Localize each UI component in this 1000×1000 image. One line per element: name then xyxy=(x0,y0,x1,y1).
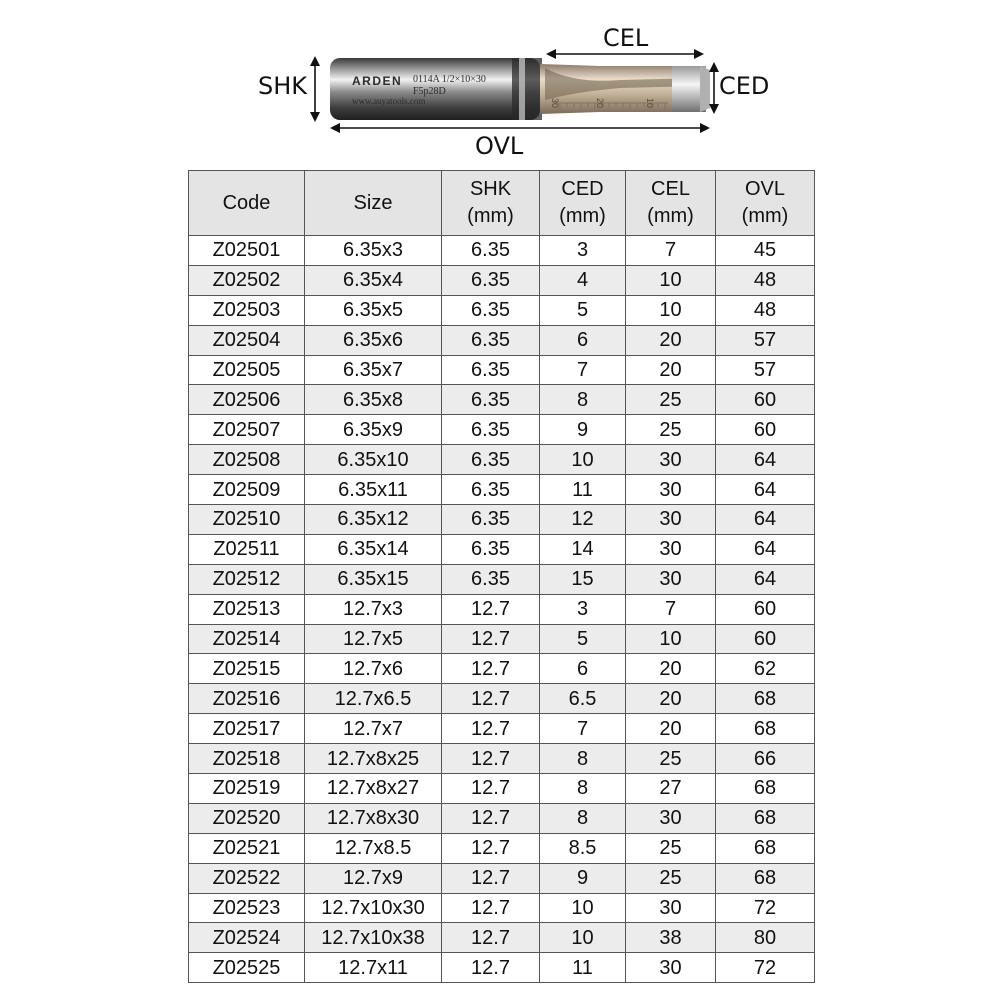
column-header-size xyxy=(305,171,442,236)
cell-shk: 12.7 xyxy=(442,893,540,923)
website-text: www.auyatools.com xyxy=(352,96,426,106)
header-row xyxy=(189,171,815,236)
cell-size: 6.35x3 xyxy=(305,236,442,266)
cell-code: Z02514 xyxy=(189,624,305,654)
column-header-shk xyxy=(442,171,540,236)
ovl-label: OVL xyxy=(475,132,524,160)
cell-size: 12.7x8.5 xyxy=(305,833,442,863)
cell-shk: 12.7 xyxy=(442,714,540,744)
cell-shk: 12.7 xyxy=(442,863,540,893)
cell-ovl: 68 xyxy=(716,833,815,863)
bit-flute xyxy=(540,64,710,114)
table-row xyxy=(189,684,815,714)
cell-code: Z02507 xyxy=(189,415,305,445)
cell-code: Z02510 xyxy=(189,505,305,535)
bit-code-text: F5p28D xyxy=(413,86,446,97)
table-row xyxy=(189,833,815,863)
column-header-title: CEL xyxy=(651,178,690,200)
cell-size: 6.35x15 xyxy=(305,564,442,594)
column-header-cel xyxy=(626,171,716,236)
cell-shk: 6.35 xyxy=(442,236,540,266)
brand-logo-text: ARDEN xyxy=(352,74,403,88)
cell-cel: 10 xyxy=(626,265,716,295)
cell-cel: 20 xyxy=(626,355,716,385)
cell-ced: 15 xyxy=(540,564,626,594)
table-row xyxy=(189,863,815,893)
cell-code: Z02509 xyxy=(189,475,305,505)
cell-code: Z02502 xyxy=(189,265,305,295)
cell-code: Z02503 xyxy=(189,295,305,325)
cell-ced: 10 xyxy=(540,923,626,953)
cell-size: 12.7x8x27 xyxy=(305,774,442,804)
cell-ced: 9 xyxy=(540,863,626,893)
table-row xyxy=(189,893,815,923)
ced-dimension-line xyxy=(709,62,719,114)
cell-size: 6.35x8 xyxy=(305,385,442,415)
table-row xyxy=(189,624,815,654)
cell-ovl: 48 xyxy=(716,265,815,295)
cell-size: 6.35x6 xyxy=(305,325,442,355)
cell-size: 12.7x6.5 xyxy=(305,684,442,714)
cell-code: Z02521 xyxy=(189,833,305,863)
shk-label: SHK xyxy=(258,72,308,100)
cell-ced: 6 xyxy=(540,325,626,355)
cell-ced: 8 xyxy=(540,385,626,415)
cell-cel: 20 xyxy=(626,654,716,684)
cell-shk: 6.35 xyxy=(442,265,540,295)
cell-shk: 12.7 xyxy=(442,774,540,804)
cell-size: 6.35x5 xyxy=(305,295,442,325)
table-row xyxy=(189,744,815,774)
cell-ced: 8 xyxy=(540,803,626,833)
cell-code: Z02517 xyxy=(189,714,305,744)
table-row xyxy=(189,415,815,445)
cell-code: Z02523 xyxy=(189,893,305,923)
cell-code: Z02520 xyxy=(189,803,305,833)
cell-ced: 12 xyxy=(540,505,626,535)
cell-ovl: 66 xyxy=(716,744,815,774)
column-header-ced xyxy=(540,171,626,236)
cell-ovl: 68 xyxy=(716,774,815,804)
cell-ced: 8 xyxy=(540,744,626,774)
cell-cel: 30 xyxy=(626,445,716,475)
cell-cel: 25 xyxy=(626,744,716,774)
cell-code: Z02524 xyxy=(189,923,305,953)
table-row xyxy=(189,774,815,804)
cell-ced: 7 xyxy=(540,714,626,744)
cell-cel: 7 xyxy=(626,594,716,624)
cell-cel: 7 xyxy=(626,236,716,266)
cell-ced: 8 xyxy=(540,774,626,804)
cell-cel: 30 xyxy=(626,953,716,983)
cell-ovl: 48 xyxy=(716,295,815,325)
column-header-unit: (mm) xyxy=(559,205,606,227)
cell-ovl: 64 xyxy=(716,564,815,594)
cell-code: Z02512 xyxy=(189,564,305,594)
cell-shk: 12.7 xyxy=(442,744,540,774)
cell-code: Z02522 xyxy=(189,863,305,893)
cell-shk: 6.35 xyxy=(442,564,540,594)
cell-ovl: 64 xyxy=(716,475,815,505)
cell-cel: 30 xyxy=(626,505,716,535)
cell-shk: 12.7 xyxy=(442,833,540,863)
ced-label: CED xyxy=(719,72,770,100)
cell-ovl: 80 xyxy=(716,923,815,953)
cell-cel: 25 xyxy=(626,415,716,445)
cell-ced: 6 xyxy=(540,654,626,684)
cell-cel: 25 xyxy=(626,863,716,893)
column-header-unit: (mm) xyxy=(647,205,694,227)
router-bit-diagram xyxy=(0,0,1000,170)
cell-ced: 14 xyxy=(540,534,626,564)
cell-shk: 12.7 xyxy=(442,654,540,684)
cell-shk: 12.7 xyxy=(442,803,540,833)
cell-ced: 6.5 xyxy=(540,684,626,714)
cell-cel: 38 xyxy=(626,923,716,953)
cell-cel: 30 xyxy=(626,893,716,923)
cell-ovl: 72 xyxy=(716,953,815,983)
cell-size: 6.35x7 xyxy=(305,355,442,385)
cell-code: Z02511 xyxy=(189,534,305,564)
cell-cel: 25 xyxy=(626,385,716,415)
table-row xyxy=(189,803,815,833)
column-header-title: SHK xyxy=(469,178,512,200)
table-row xyxy=(189,385,815,415)
cell-code: Z02506 xyxy=(189,385,305,415)
cell-code: Z02513 xyxy=(189,594,305,624)
cell-size: 6.35x4 xyxy=(305,265,442,295)
column-header-unit: (mm) xyxy=(741,205,789,227)
column-header-title: Code xyxy=(222,191,271,214)
cell-ovl: 64 xyxy=(716,445,815,475)
cell-ovl: 60 xyxy=(716,624,815,654)
cell-ovl: 45 xyxy=(716,236,815,266)
cell-cel: 20 xyxy=(626,684,716,714)
cell-code: Z02501 xyxy=(189,236,305,266)
cell-code: Z02515 xyxy=(189,654,305,684)
cell-cel: 25 xyxy=(626,833,716,863)
cell-code: Z02505 xyxy=(189,355,305,385)
table-row xyxy=(189,265,815,295)
cell-ced: 3 xyxy=(540,594,626,624)
cell-size: 12.7x3 xyxy=(305,594,442,624)
cell-cel: 30 xyxy=(626,564,716,594)
cell-size: 12.7x7 xyxy=(305,714,442,744)
cell-size: 12.7x5 xyxy=(305,624,442,654)
scale-label-30: 30 xyxy=(550,98,560,109)
cell-code: Z02516 xyxy=(189,684,305,714)
table-row xyxy=(189,564,815,594)
table-row xyxy=(189,475,815,505)
cell-ced: 11 xyxy=(540,475,626,505)
table-row xyxy=(189,325,815,355)
cell-size: 12.7x8x30 xyxy=(305,803,442,833)
column-header-title: Size xyxy=(353,191,393,214)
cell-code: Z02525 xyxy=(189,953,305,983)
cell-code: Z02519 xyxy=(189,774,305,804)
table-row xyxy=(189,445,815,475)
cell-shk: 12.7 xyxy=(442,624,540,654)
table-row xyxy=(189,594,815,624)
cell-cel: 20 xyxy=(626,714,716,744)
cell-ced: 7 xyxy=(540,355,626,385)
cell-shk: 6.35 xyxy=(442,355,540,385)
cell-ovl: 57 xyxy=(716,355,815,385)
cell-code: Z02508 xyxy=(189,445,305,475)
cell-size: 6.35x12 xyxy=(305,505,442,535)
specification-table xyxy=(188,170,815,983)
cell-size: 12.7x6 xyxy=(305,654,442,684)
column-header-title: CED xyxy=(561,178,604,200)
table-header xyxy=(189,171,815,236)
cell-shk: 12.7 xyxy=(442,684,540,714)
cell-shk: 6.35 xyxy=(442,325,540,355)
cell-shk: 6.35 xyxy=(442,505,540,535)
cell-ovl: 57 xyxy=(716,325,815,355)
column-header-title: OVL xyxy=(744,178,786,200)
scale-label-10: 10 xyxy=(645,98,655,109)
cell-ovl: 60 xyxy=(716,385,815,415)
cell-shk: 6.35 xyxy=(442,385,540,415)
column-header-code xyxy=(189,171,305,236)
table-row xyxy=(189,505,815,535)
table-body xyxy=(189,236,815,983)
cell-shk: 12.7 xyxy=(442,594,540,624)
cell-ced: 10 xyxy=(540,445,626,475)
cell-size: 12.7x9 xyxy=(305,863,442,893)
bit-model-text: 0114A 1/2×10×30 xyxy=(413,74,486,85)
table-row xyxy=(189,236,815,266)
column-header-unit: (mm) xyxy=(467,205,514,227)
scale-label-20: 20 xyxy=(595,98,605,109)
cell-size: 6.35x14 xyxy=(305,534,442,564)
cell-ced: 10 xyxy=(540,893,626,923)
cell-size: 6.35x9 xyxy=(305,415,442,445)
cell-ced: 5 xyxy=(540,624,626,654)
cell-ced: 3 xyxy=(540,236,626,266)
table-row xyxy=(189,714,815,744)
cell-shk: 12.7 xyxy=(442,923,540,953)
cell-ovl: 68 xyxy=(716,803,815,833)
cell-cel: 10 xyxy=(626,624,716,654)
cell-ovl: 64 xyxy=(716,534,815,564)
cell-ced: 8.5 xyxy=(540,833,626,863)
cell-code: Z02504 xyxy=(189,325,305,355)
column-header-ovl xyxy=(716,171,815,236)
table-row xyxy=(189,295,815,325)
cell-shk: 6.35 xyxy=(442,415,540,445)
cell-size: 6.35x10 xyxy=(305,445,442,475)
cell-ovl: 60 xyxy=(716,415,815,445)
cell-ced: 5 xyxy=(540,295,626,325)
cell-cel: 30 xyxy=(626,534,716,564)
shk-dimension-line xyxy=(310,56,320,122)
cell-ovl: 72 xyxy=(716,893,815,923)
cel-label: CEL xyxy=(603,24,649,52)
cell-size: 12.7x10x38 xyxy=(305,923,442,953)
cell-cel: 30 xyxy=(626,803,716,833)
cell-ovl: 68 xyxy=(716,863,815,893)
cell-shk: 12.7 xyxy=(442,953,540,983)
cell-size: 12.7x10x30 xyxy=(305,893,442,923)
table-row xyxy=(189,355,815,385)
table-row xyxy=(189,534,815,564)
table-row xyxy=(189,654,815,684)
cell-ovl: 68 xyxy=(716,684,815,714)
cell-ced: 11 xyxy=(540,953,626,983)
cell-shk: 6.35 xyxy=(442,534,540,564)
cell-ced: 4 xyxy=(540,265,626,295)
cell-size: 12.7x8x25 xyxy=(305,744,442,774)
cell-cel: 30 xyxy=(626,475,716,505)
cell-cel: 27 xyxy=(626,774,716,804)
cell-shk: 6.35 xyxy=(442,475,540,505)
table-row xyxy=(189,953,815,983)
cell-ovl: 68 xyxy=(716,714,815,744)
cell-ced: 9 xyxy=(540,415,626,445)
cell-shk: 6.35 xyxy=(442,445,540,475)
cell-shk: 6.35 xyxy=(442,295,540,325)
cell-code: Z02518 xyxy=(189,744,305,774)
cell-size: 12.7x11 xyxy=(305,953,442,983)
cell-ovl: 60 xyxy=(716,594,815,624)
cell-ovl: 62 xyxy=(716,654,815,684)
cell-cel: 10 xyxy=(626,295,716,325)
table-row xyxy=(189,923,815,953)
cell-cel: 20 xyxy=(626,325,716,355)
cell-ovl: 64 xyxy=(716,505,815,535)
cell-size: 6.35x11 xyxy=(305,475,442,505)
